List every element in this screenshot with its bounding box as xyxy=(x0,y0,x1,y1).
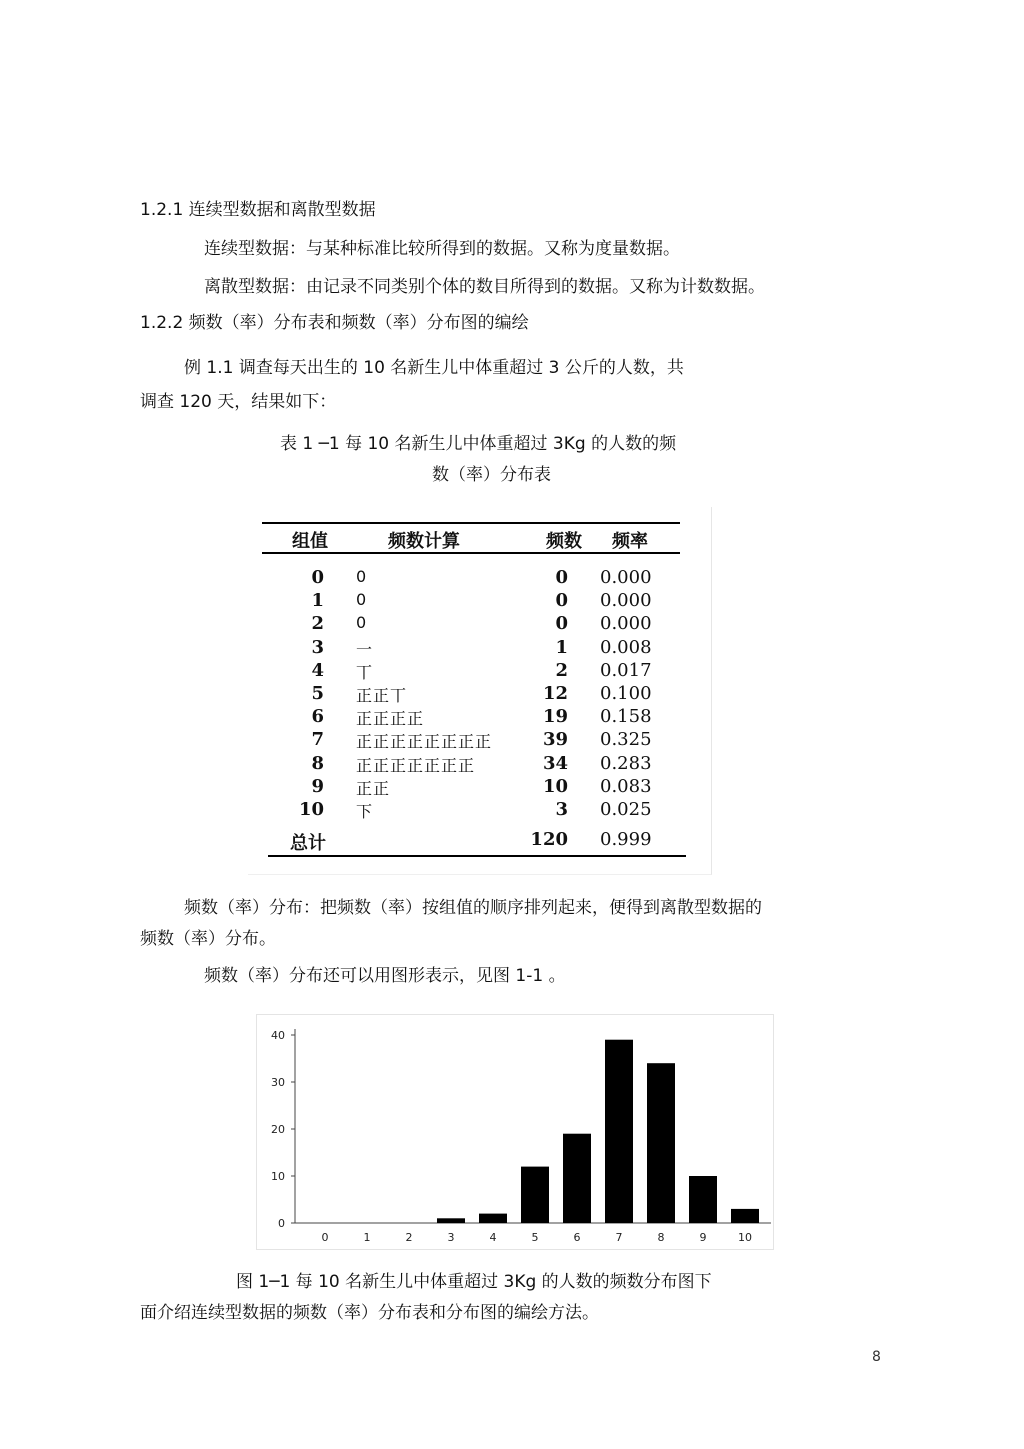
row-tally: 下 xyxy=(356,802,374,821)
y-tick-label: 30 xyxy=(271,1076,285,1089)
x-tick-label: 9 xyxy=(699,1231,707,1244)
row-rate: 0.025 xyxy=(600,799,652,820)
row-rate: 0.100 xyxy=(600,683,652,704)
discrete-data-definition: 离散型数据：由记录不同类别个体的数目所得到的数据。又称为计数数据。 xyxy=(204,277,765,297)
row-frequency: 0 xyxy=(555,590,568,612)
total-label: 总计 xyxy=(290,833,326,854)
row-group-value: 2 xyxy=(311,613,324,635)
header-rate: 频率 xyxy=(612,531,648,552)
closing-text: 面介绍连续型数据的频数（率）分布表和分布图的编绘方法。 xyxy=(140,1303,599,1323)
bar-10 xyxy=(731,1209,759,1223)
x-tick-label: 5 xyxy=(531,1231,539,1244)
row-rate: 0.017 xyxy=(600,659,652,681)
row-frequency: 0 xyxy=(555,567,568,588)
y-tick-label: 0 xyxy=(278,1217,285,1230)
table-header-rule xyxy=(262,552,680,554)
row-frequency: 0 xyxy=(555,613,568,635)
bar-chart-svg xyxy=(257,1015,773,1249)
total-rate: 0.999 xyxy=(600,829,652,850)
figure-caption: 图 1─1 每 10 名新生儿中体重超过 3Kg 的人数的频数分布图下 xyxy=(236,1272,712,1292)
header-frequency: 频数 xyxy=(546,531,582,552)
continuous-data-definition: 连续型数据：与某种标准比较所得到的数据。又称为度量数据。 xyxy=(204,239,680,259)
row-frequency: 2 xyxy=(555,659,568,681)
x-tick-label: 4 xyxy=(489,1231,497,1244)
x-tick-label: 0 xyxy=(321,1231,329,1244)
row-frequency: 10 xyxy=(542,775,568,797)
row-tally: 正正丅 xyxy=(356,686,408,705)
row-group-value: 3 xyxy=(311,636,324,658)
row-rate: 0.008 xyxy=(600,636,652,658)
row-rate: 0.283 xyxy=(600,752,652,774)
y-tick-label: 40 xyxy=(271,1029,285,1042)
bar-6 xyxy=(563,1134,591,1223)
frequency-table xyxy=(248,507,712,875)
row-group-value: 6 xyxy=(311,706,324,728)
row-group-value: 8 xyxy=(311,752,324,774)
distribution-paragraph-line1: 频数（率）分布：把频数（率）按组值的顺序排列起来，便得到离散型数据的 xyxy=(184,898,762,918)
row-group-value: 5 xyxy=(311,683,324,704)
section-heading-1-2-2: 1.2.2 频数（率）分布表和频数（率）分布图的编绘 xyxy=(140,313,529,333)
row-tally: 正正正正 xyxy=(356,709,425,729)
bar-9 xyxy=(689,1176,717,1223)
distribution-paragraph-line2: 频数（率）分布。 xyxy=(140,929,276,949)
row-rate: 0.083 xyxy=(600,775,652,797)
total-frequency: 120 xyxy=(530,829,568,850)
row-tally: 正正 xyxy=(356,778,391,798)
row-group-value: 9 xyxy=(311,775,324,797)
bar-5 xyxy=(521,1167,549,1223)
y-tick-label: 20 xyxy=(271,1123,285,1136)
header-tally: 频数计算 xyxy=(388,531,460,552)
row-tally: 正正正正正正正 xyxy=(356,755,476,775)
bar-8 xyxy=(647,1063,675,1223)
y-tick-label: 10 xyxy=(271,1170,285,1183)
header-group-value: 组值 xyxy=(292,531,328,552)
row-tally: 0 xyxy=(356,613,368,633)
table-top-rule xyxy=(262,522,680,524)
row-tally: 0 xyxy=(356,590,368,610)
row-frequency: 19 xyxy=(542,706,568,728)
section-heading-1-2-1: 1.2.1 连续型数据和离散型数据 xyxy=(140,200,376,220)
row-tally: 丅 xyxy=(356,662,374,682)
bar-7 xyxy=(605,1040,633,1223)
row-rate: 0.325 xyxy=(600,729,652,751)
figure-reference-text: 频数（率）分布还可以用图形表示，见图 1-1 。 xyxy=(204,966,566,986)
row-rate: 0.000 xyxy=(600,567,652,588)
x-tick-label: 3 xyxy=(447,1231,455,1244)
page-number: 8 xyxy=(872,1349,881,1365)
example-text-line2: 调查 120 天，结果如下： xyxy=(140,392,337,412)
bar-4 xyxy=(479,1214,507,1223)
x-tick-label: 10 xyxy=(738,1231,752,1244)
x-tick-label: 1 xyxy=(363,1231,371,1244)
row-frequency: 34 xyxy=(542,752,568,774)
row-group-value: 7 xyxy=(311,729,324,751)
row-group-value: 10 xyxy=(298,799,324,820)
row-frequency: 1 xyxy=(555,636,568,658)
row-group-value: 4 xyxy=(311,659,324,681)
row-rate: 0.000 xyxy=(600,613,652,635)
example-text-line1: 例 1.1 调查每天出生的 10 名新生儿中体重超过 3 公斤的人数，共 xyxy=(184,358,684,378)
x-tick-label: 7 xyxy=(615,1231,623,1244)
row-frequency: 39 xyxy=(542,729,568,751)
table-caption-line2: 数（率）分布表 xyxy=(432,465,551,485)
frequency-bar-chart xyxy=(256,1014,774,1250)
x-tick-label: 6 xyxy=(573,1231,581,1244)
row-tally: 一 xyxy=(356,639,374,659)
x-tick-label: 2 xyxy=(405,1231,413,1244)
row-rate: 0.158 xyxy=(600,706,652,728)
row-group-value: 0 xyxy=(311,567,324,588)
row-frequency: 3 xyxy=(555,799,568,820)
row-group-value: 1 xyxy=(311,590,324,612)
x-tick-label: 8 xyxy=(657,1231,665,1244)
table-bottom-rule xyxy=(268,855,686,857)
bar-3 xyxy=(437,1218,465,1223)
row-tally: 0 xyxy=(356,567,368,586)
row-tally: 正正正正正正正正 xyxy=(356,732,493,752)
row-frequency: 12 xyxy=(542,683,568,704)
table-caption-line1: 表 1 ─1 每 10 名新生儿中体重超过 3Kg 的人数的频 xyxy=(280,434,677,454)
row-rate: 0.000 xyxy=(600,590,652,612)
